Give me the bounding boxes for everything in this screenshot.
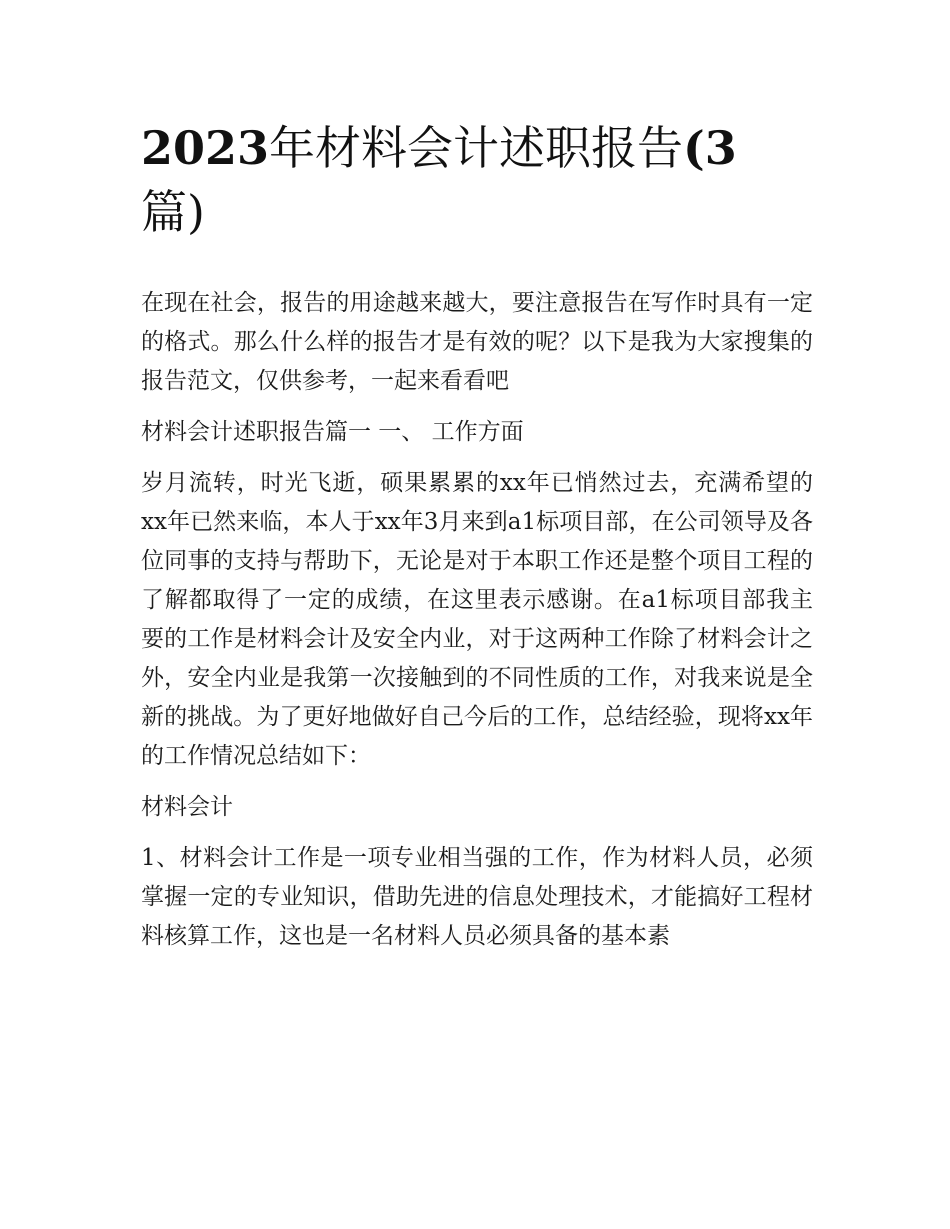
- material-accounting-paragraph: 1、材料会计工作是一项专业相当强的工作，作为材料人员，必须掌握一定的专业知识，借助先进的信息处理技术，才能搞好工程材料核算工作，这也是一名材料人员必须具备的基本素: [141, 845, 813, 949]
- intro-paragraph: 在现在社会，报告的用途越来越大，要注意报告在写作时具有一定的格式。那么什么样的报告才是有效的呢？以下是我为大家搜集的报告范文，仅供参考，一起来看看吧: [141, 290, 813, 394]
- title-main-text: 年材料会计述职报告: [269, 121, 684, 175]
- title-year: 2023: [141, 121, 270, 175]
- title-count-close: 篇): [141, 185, 205, 239]
- title-count-open: (3: [683, 121, 737, 175]
- document-body: [141, 284, 813, 968]
- subheading-material-accounting: 材料会计: [141, 794, 233, 820]
- document-title: [141, 116, 821, 244]
- work-summary-paragraph: 岁月流转，时光飞逝，硕果累累的xx年已悄然过去，充满希望的xx年已然来临，本人于xx年3月来到a1标项目部，在公司领导及各位同事的支持与帮助下，无论是对于本职工作还是整个项目工程的了解都取得了一定的成绩，在这里表示感谢。在a1标项目部我主要的工作是材料会计及安全内业，对于这两种工作除了材料会计之外，安全内业是我第一次接触到的不同性质的工作，对我来说是全新的挑战。为了更好地做好自己今后的工作，总结经验，现将xx年的工作情况总结如下：: [141, 470, 813, 769]
- section-heading: 材料会计述职报告篇一 一、 工作方面: [141, 419, 524, 445]
